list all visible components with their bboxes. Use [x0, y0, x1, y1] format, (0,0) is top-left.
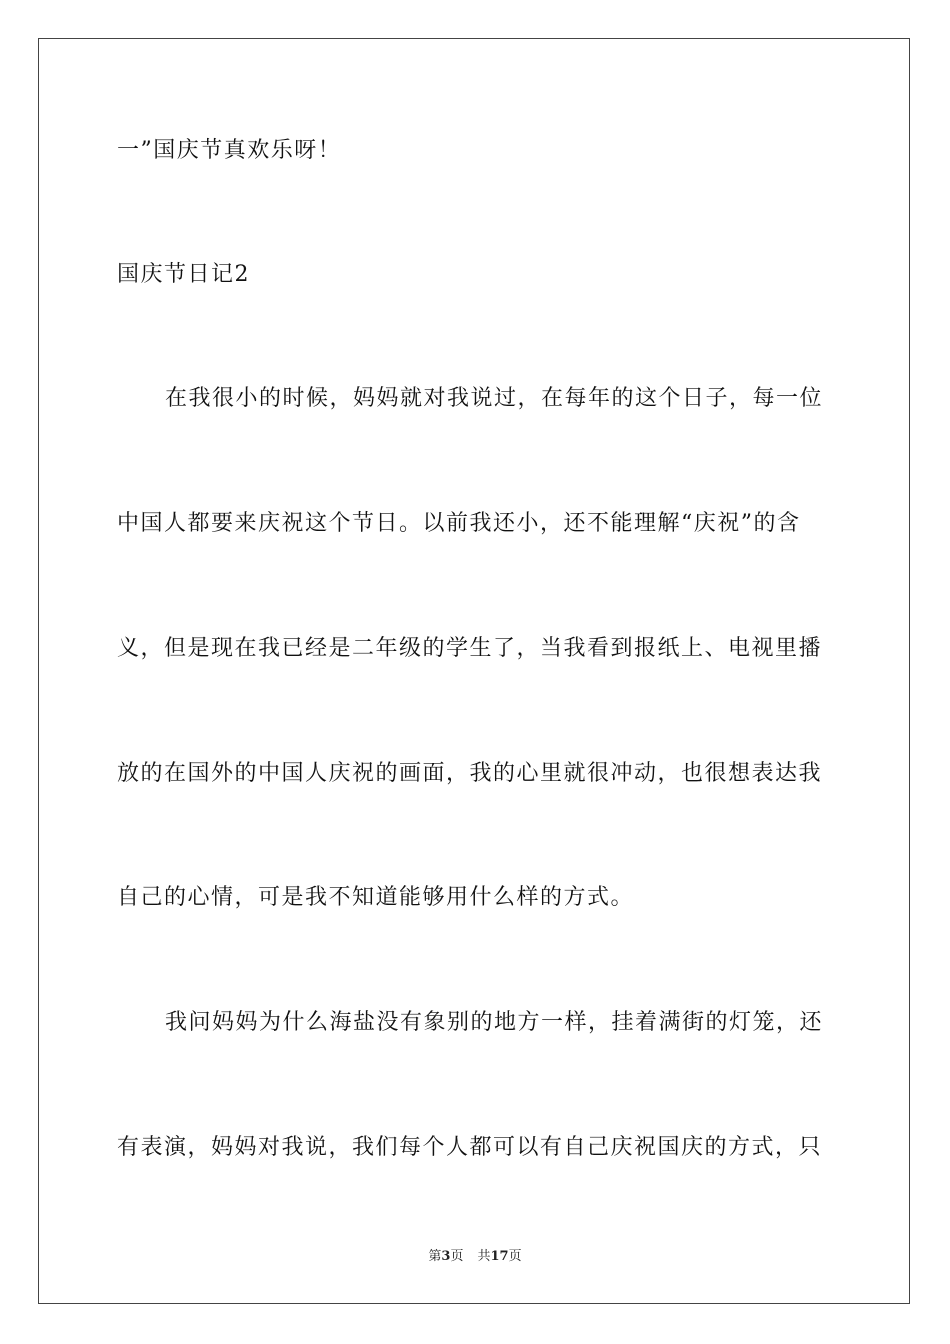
- footer-total-prefix: 共: [477, 1249, 491, 1264]
- text-line-1: 一”国庆节真欢乐呀！: [117, 138, 342, 163]
- footer-page-number: 3: [441, 1249, 451, 1264]
- page-border: [38, 38, 910, 1304]
- page-footer: [0, 1248, 950, 1266]
- footer-page-prefix: 第: [428, 1249, 442, 1264]
- paragraph-2-line-2: 有表演，妈妈对我说，我们每个人都可以有自己庆祝国庆的方式，只: [117, 1135, 823, 1160]
- paragraph-1-line-3: 义，但是现在我已经是二年级的学生了，当我看到报纸上、电视里播: [117, 636, 823, 661]
- section-heading: 国庆节日记2: [117, 262, 250, 287]
- paragraph-1-line-5: 自己的心情，可是我不知道能够用什么样的方式。: [117, 885, 635, 910]
- paragraph-1-line-1: 在我很小的时候，妈妈就对我说过，在每年的这个日子，每一位: [165, 386, 824, 411]
- paragraph-2-line-1: 我问妈妈为什么海盐没有象别的地方一样，挂着满街的灯笼，还: [165, 1010, 824, 1035]
- footer-page-suffix: 页: [450, 1249, 464, 1264]
- paragraph-1-line-4: 放的在国外的中国人庆祝的画面，我的心里就很冲动，也很想表达我: [117, 761, 823, 786]
- footer-total-suffix: 页: [508, 1249, 522, 1264]
- footer-total-number: 17: [490, 1249, 509, 1264]
- paragraph-1-line-2: 中国人都要来庆祝这个节日。以前我还小，还不能理解“庆祝”的含: [117, 511, 801, 536]
